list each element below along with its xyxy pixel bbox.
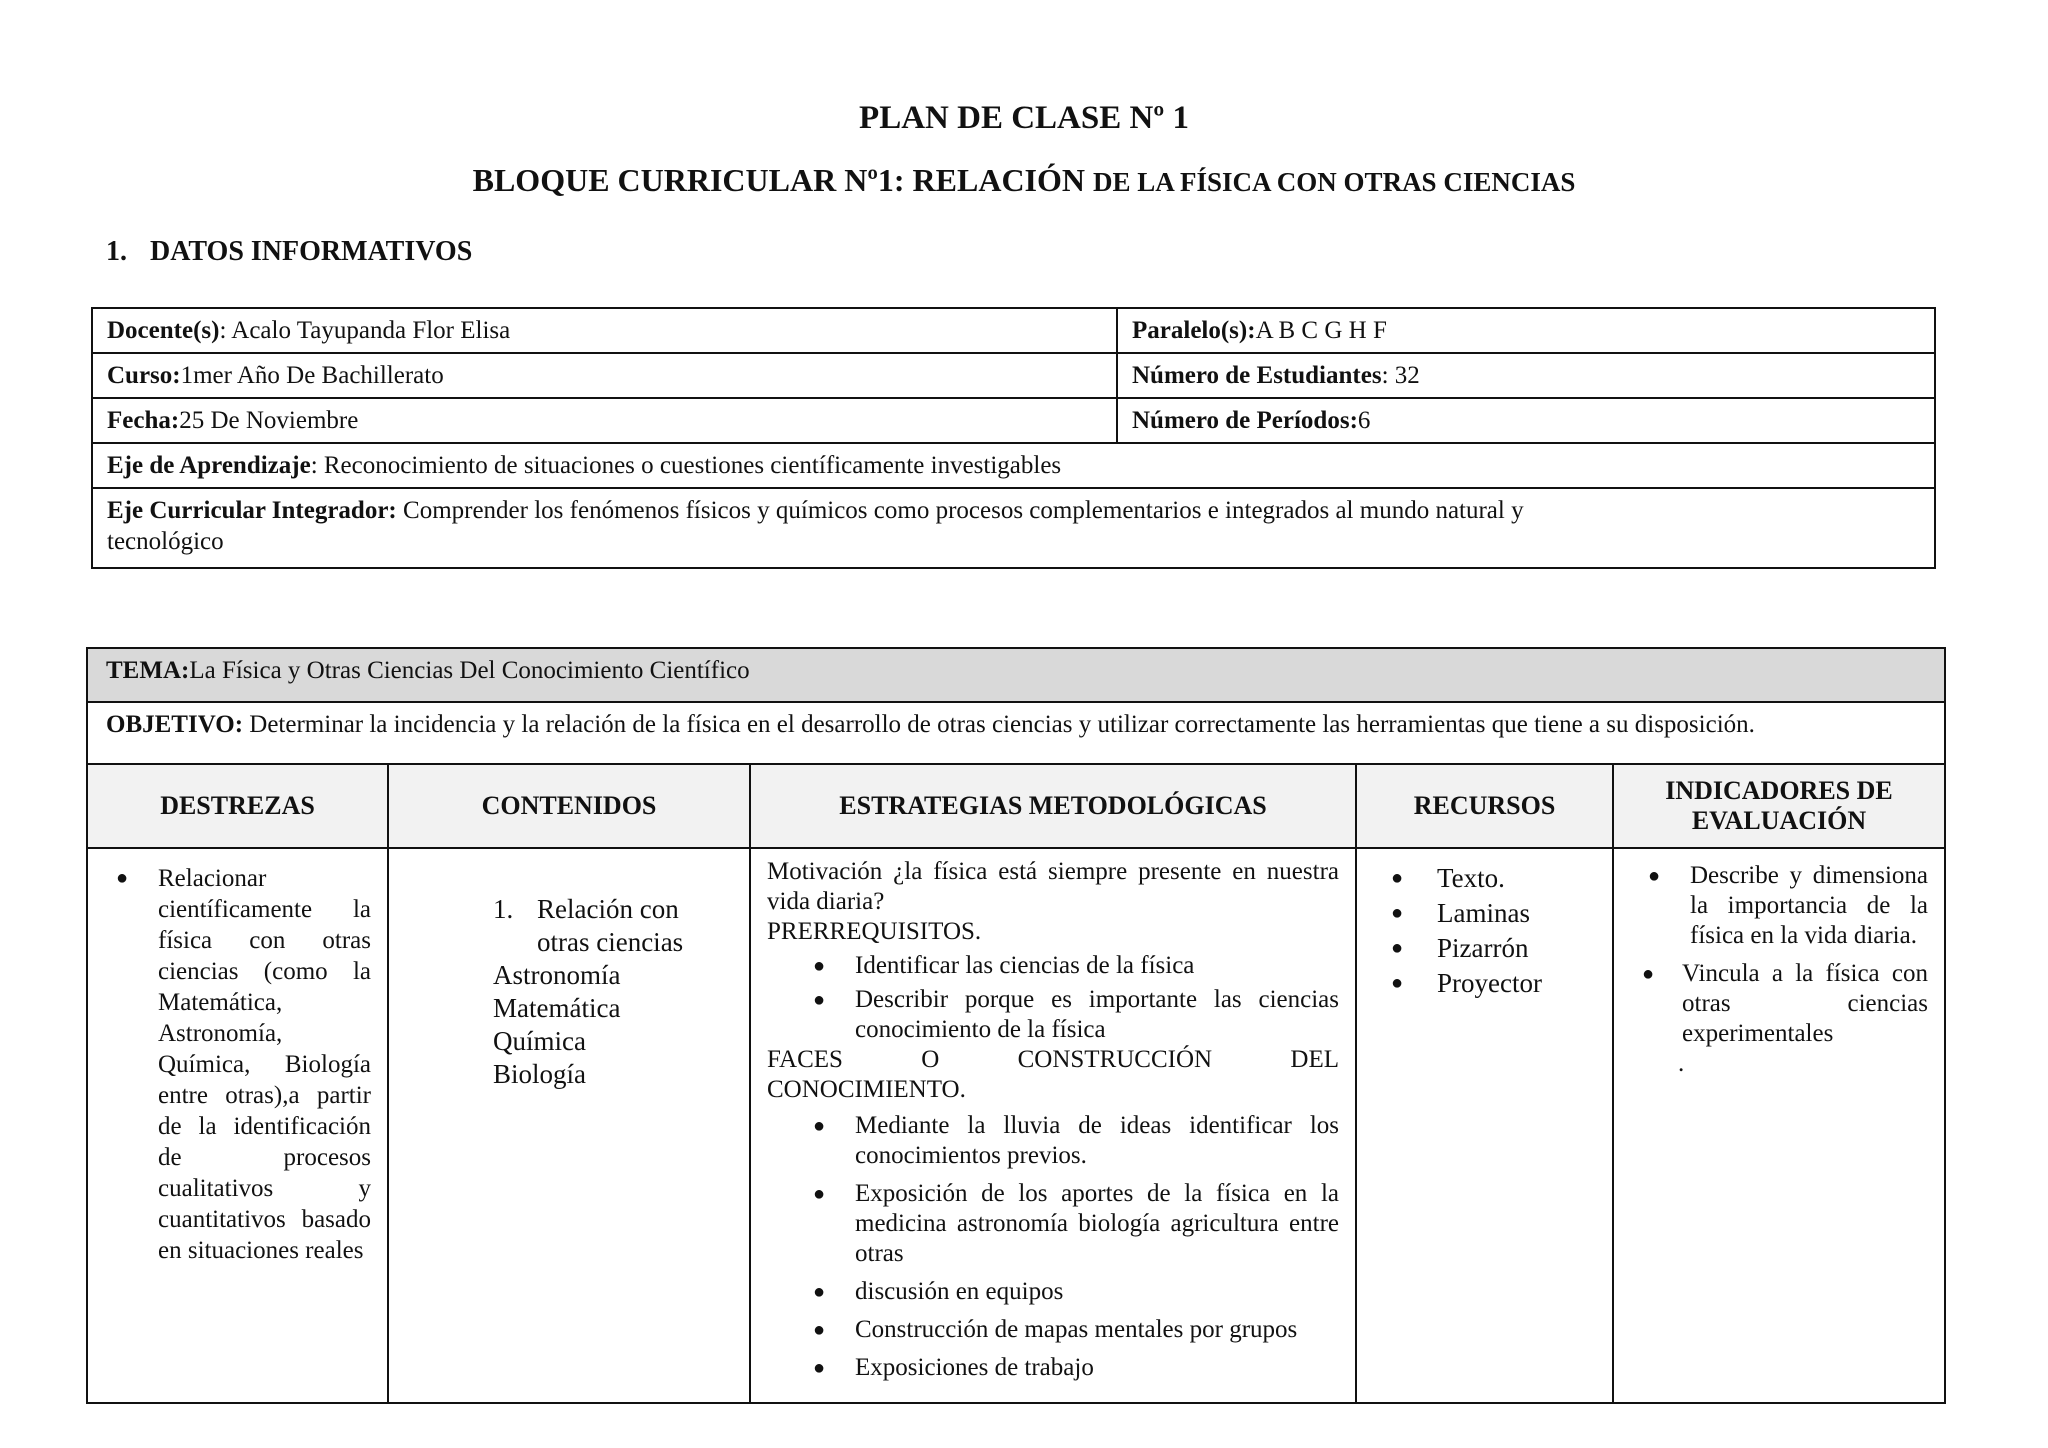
objetivo-cell — [87, 702, 1945, 764]
objetivo-row — [87, 702, 1945, 764]
eje-aprendizaje-label: Eje de Aprendizaje — [107, 452, 311, 479]
header-recursos: RECURSOS — [1356, 764, 1613, 848]
bullet-icon: ● — [813, 1281, 826, 1303]
header-indicadores — [1613, 764, 1945, 848]
list-item — [1391, 966, 1602, 1001]
periodos-label: Número de Períodos: — [1132, 407, 1358, 434]
bullet-icon: ● — [813, 1357, 826, 1379]
header-indicadores-line1: INDICADORES DE — [1665, 776, 1893, 805]
list-item — [1642, 959, 1928, 1049]
curso-label: Curso: — [107, 362, 181, 389]
list-item — [767, 1179, 1339, 1269]
contenidos-item-line2: otras ciencias — [537, 927, 684, 957]
objetivo-label: OBJETIVO: — [106, 711, 244, 738]
bullet-icon: ● — [813, 955, 826, 977]
list-item — [767, 1353, 1339, 1383]
tema-cell — [87, 648, 1945, 702]
estrategias-cell — [750, 848, 1356, 1403]
bullet-icon: ● — [813, 1183, 826, 1205]
objetivo-value: Determinar la incidencia y la relación de la física en el desarrollo de otras ciencias y utilizar correctamente las herramientas que tiene a su disposición. — [243, 711, 1755, 738]
estudiantes-cell — [1117, 353, 1935, 398]
list-item: Biología — [493, 1059, 586, 1089]
list-item-text: Construcción de mapas mentales por grupos — [855, 1316, 1298, 1343]
bullet-icon: ● — [1391, 972, 1404, 994]
list-item: Química — [493, 1026, 586, 1056]
contenidos-list — [493, 959, 699, 1091]
section-heading — [106, 236, 472, 268]
page-title: PLAN DE CLASE Nº 1 — [859, 100, 1189, 136]
header-estrategias: ESTRATEGIAS METODOLÓGICAS — [750, 764, 1356, 848]
destrezas-text: Relacionar científicamente la física con otras ciencias (como la Matemática, Astronomía, Química, Biología entre otras),a partir de la identificación de procesos cualitativos y cuantitativos basado en situaciones reales — [158, 865, 371, 1264]
bullet-icon: ● — [116, 867, 129, 889]
subtitle-rest: DE LA FÍSICA CON OTRAS CIENCIAS — [1093, 167, 1576, 197]
info-row — [92, 398, 1935, 443]
header-row — [87, 764, 1945, 848]
list-item — [1642, 861, 1928, 951]
tema-label: TEMA: — [106, 657, 190, 684]
bullet-icon: ● — [813, 989, 826, 1011]
list-item-text: Exposiciones de trabajo — [855, 1354, 1094, 1381]
curso-cell — [92, 353, 1117, 398]
prerrequisitos-label: PRERREQUISITOS. — [767, 918, 982, 945]
bullet-icon: ● — [1642, 963, 1655, 985]
contenidos-cell — [388, 848, 750, 1403]
content-row — [87, 848, 1945, 1403]
list-item — [767, 1315, 1339, 1345]
paralelo-label: Paralelo(s): — [1132, 317, 1256, 344]
list-item-text: Exposición de los aportes de la física en la medicina astronomía biología agricultura entre otras — [855, 1180, 1339, 1267]
page-subtitle — [0, 162, 2048, 199]
list-item — [767, 1111, 1339, 1171]
paralelo-value: A B C G H F — [1255, 317, 1387, 344]
bullet-icon: ● — [813, 1115, 826, 1137]
list-item-text: Describe y dimensiona la importancia de la física en la vida diaria. — [1690, 862, 1928, 949]
section-title: DATOS INFORMATIVOS — [150, 236, 473, 267]
fecha-value: 25 De Noviembre — [179, 407, 359, 434]
list-item-text: Pizarrón — [1437, 933, 1529, 963]
list-item — [1391, 931, 1602, 966]
eje-aprendizaje-value: : Reconocimiento de situaciones o cuestiones científicamente investigables — [310, 452, 1062, 479]
bullet-icon: ● — [1648, 865, 1661, 887]
info-table — [91, 307, 1936, 569]
periodos-value: 6 — [1357, 407, 1371, 434]
estudiantes-label: Número de Estudiantes — [1132, 362, 1382, 389]
eje-curricular-value-cont: tecnológico — [107, 528, 224, 555]
periodos-cell — [1117, 398, 1935, 443]
curso-value: 1mer Año De Bachillerato — [180, 362, 444, 389]
bullet-icon: ● — [1391, 902, 1404, 924]
list-item-text: Vincula a la física con otras ciencias experimentales — [1682, 960, 1928, 1047]
docente-value: : Acalo Tayupanda Flor Elisa — [219, 317, 511, 344]
paralelo-cell — [1117, 308, 1935, 353]
list-item-text: Identificar las ciencias de la física — [855, 952, 1195, 979]
contenidos-item — [493, 893, 699, 959]
bullet-icon: ● — [1391, 867, 1404, 889]
tema-row — [87, 648, 1945, 702]
eje-aprendizaje-cell — [92, 443, 1935, 488]
info-row — [92, 443, 1935, 488]
eje-curricular-cell — [92, 488, 1935, 568]
destrezas-cell — [87, 848, 388, 1403]
list-item-text: Texto. — [1437, 863, 1505, 893]
tema-value: La Física y Otras Ciencias Del Conocimiento Científico — [189, 657, 750, 684]
bullet-icon: ● — [813, 1319, 826, 1341]
info-row — [92, 353, 1935, 398]
docente-label: Docente(s) — [107, 317, 220, 344]
plan-table — [86, 647, 1946, 1404]
info-row — [92, 308, 1935, 353]
list-item — [767, 985, 1339, 1045]
list-item-text: Proyector — [1437, 968, 1542, 998]
bullet-icon: ● — [1391, 937, 1404, 959]
indicadores-trailing: . — [1678, 1050, 1685, 1077]
list-item-text: Describir porque es importante las ciencias conocimiento de la física — [855, 986, 1339, 1043]
list-item — [116, 863, 371, 1266]
list-item-text: Laminas — [1437, 898, 1530, 928]
fecha-cell — [92, 398, 1117, 443]
list-item-text: Mediante la lluvia de ideas identificar los conocimientos previos. — [855, 1112, 1339, 1169]
fecha-label: Fecha: — [107, 407, 180, 434]
list-item-text: discusión en equipos — [855, 1278, 1064, 1305]
contenidos-item-number: 1. — [493, 894, 514, 924]
subtitle-main: BLOQUE CURRICULAR Nº1: RELACIÓN — [472, 162, 1085, 198]
list-item: Astronomía — [493, 960, 621, 990]
info-row — [92, 488, 1935, 568]
faces-label-cont: CONOCIMIENTO. — [767, 1076, 966, 1103]
contenidos-item-line1: Relación con — [537, 894, 679, 924]
eje-curricular-label: Eje Curricular Integrador: — [107, 497, 397, 524]
list-item — [767, 1277, 1339, 1307]
list-item — [1391, 861, 1602, 896]
indicadores-cell — [1613, 848, 1945, 1403]
faces-label: FACES O CONSTRUCCIÓN DEL — [767, 1046, 1339, 1073]
recursos-cell — [1356, 848, 1613, 1403]
header-contenidos: CONTENIDOS — [388, 764, 750, 848]
list-item — [767, 951, 1339, 981]
header-indicadores-line2: EVALUACIÓN — [1691, 806, 1867, 835]
header-destrezas: DESTREZAS — [87, 764, 388, 848]
docente-cell — [92, 308, 1117, 353]
list-item — [1391, 896, 1602, 931]
eje-curricular-value: Comprender los fenómenos físicos y químicos como procesos complementarios e integrados al mundo natural y — [396, 497, 1524, 524]
motivacion-text: Motivación ¿la física está siempre presente en nuestra vida diaria? — [767, 858, 1339, 915]
section-number: 1. — [106, 236, 127, 267]
estudiantes-value: : 32 — [1381, 362, 1420, 389]
list-item: Matemática — [493, 993, 621, 1023]
